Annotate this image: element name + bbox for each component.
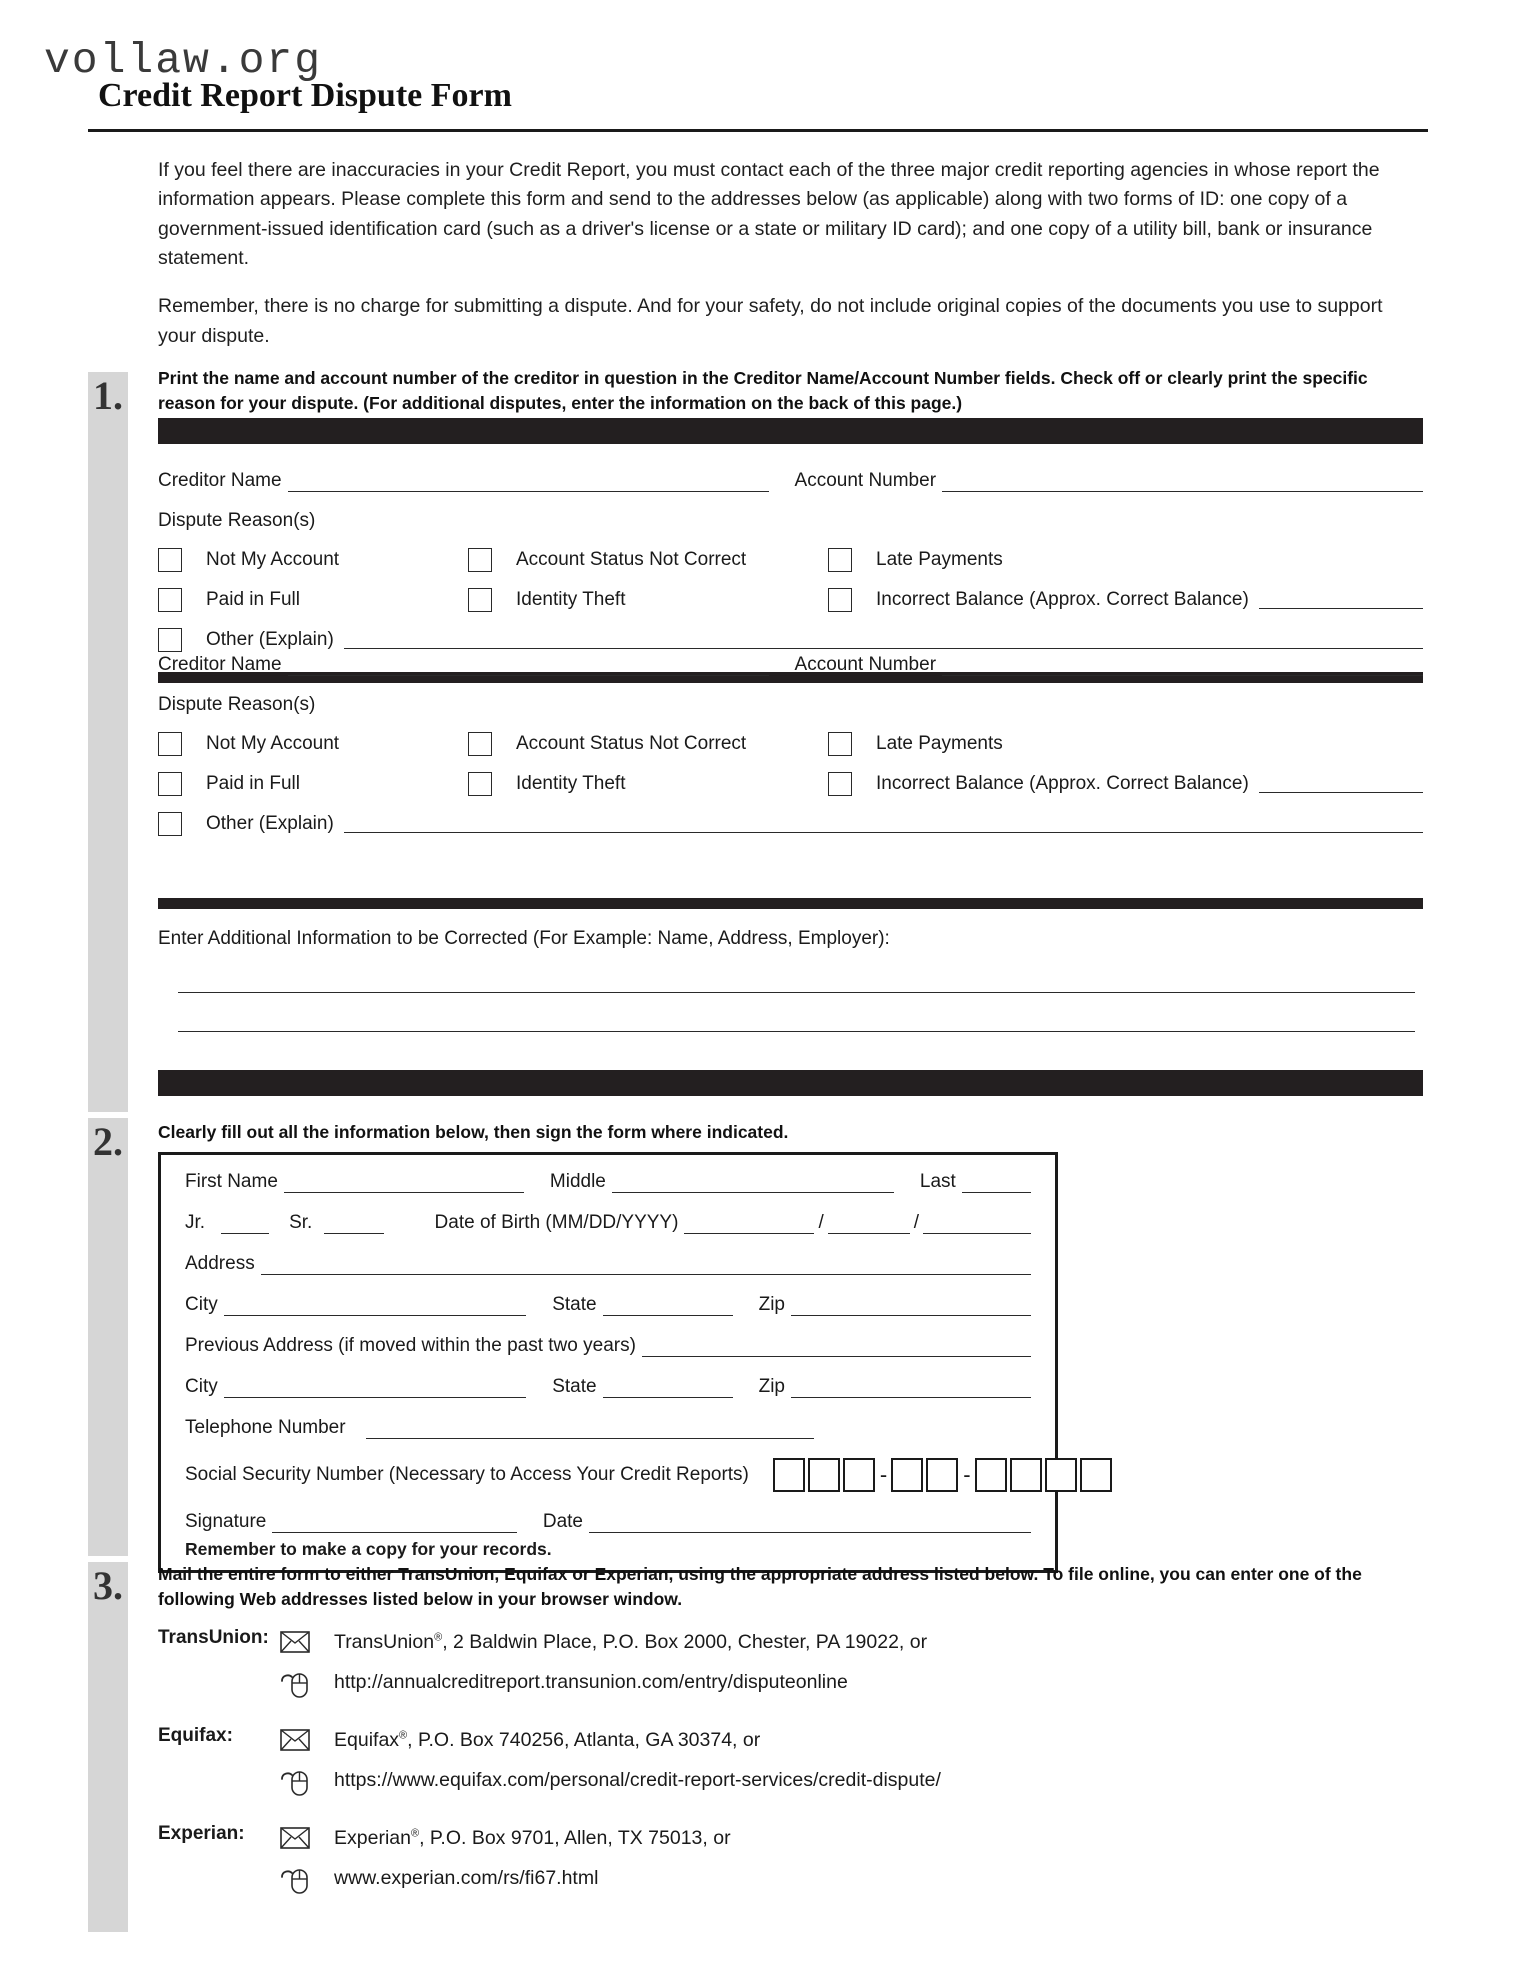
jr-label: Jr. <box>185 1212 206 1233</box>
label-identity-theft: Identity Theft <box>516 589 626 610</box>
ssn-label: Social Security Number (Necessary to Access Your Credit Reports) <box>185 1464 749 1485</box>
intro-text <box>158 156 1408 352</box>
checkbox-other-2[interactable] <box>158 812 182 836</box>
checkbox-not-my-account-2[interactable] <box>158 732 182 756</box>
label-other-2: Other (Explain) <box>206 813 334 834</box>
ssn-digit-1[interactable] <box>773 1458 805 1492</box>
label-incorrect-balance-2: Incorrect Balance (Approx. Correct Balance) <box>876 773 1249 794</box>
creditor-block-1 <box>158 470 1423 660</box>
creditor-name-row-2 <box>158 654 1423 676</box>
signature-label: Signature <box>185 1511 267 1532</box>
address-label: Address <box>185 1253 255 1274</box>
account-number-input-1[interactable] <box>942 475 1423 492</box>
name-row <box>185 1171 1031 1193</box>
envelope-icon <box>280 1827 334 1849</box>
agency-name-experian: Experian: <box>158 1823 245 1844</box>
header-divider <box>88 129 1428 132</box>
checkbox-account-status-not-correct-2[interactable] <box>468 732 492 756</box>
city-state-zip-row <box>185 1294 1031 1316</box>
sr-input[interactable] <box>324 1217 384 1234</box>
last-name-label: Last <box>919 1171 956 1192</box>
address-input[interactable] <box>261 1258 1031 1275</box>
zip-input[interactable] <box>791 1299 1031 1316</box>
dispute-reasons-label-2: Dispute Reason(s) <box>158 694 316 715</box>
checkbox-row-paid-in-full-2[interactable] <box>158 764 468 804</box>
ssn-digit-4[interactable] <box>891 1458 923 1492</box>
dispute-reasons-label-1: Dispute Reason(s) <box>158 510 316 531</box>
ssn-digit-8[interactable] <box>1045 1458 1077 1492</box>
dob-slash-1: / <box>818 1212 824 1233</box>
zip-label: Zip <box>758 1294 785 1315</box>
dispute-reason-grid-1 <box>158 540 1423 620</box>
address-row <box>185 1253 1031 1275</box>
ssn-digit-7[interactable] <box>1010 1458 1042 1492</box>
other-explain-input-1[interactable] <box>344 632 1423 649</box>
checkbox-account-status-not-correct-1[interactable] <box>468 548 492 572</box>
site-brand: vollaw.org <box>44 36 323 85</box>
ssn-digit-3[interactable] <box>843 1458 875 1492</box>
telephone-label: Telephone Number <box>185 1417 346 1438</box>
previous-city-label: City <box>185 1376 218 1397</box>
agency-url-experian[interactable]: www.experian.com/rs/fi67.html <box>334 1866 599 1889</box>
checkbox-late-payments-2[interactable] <box>828 732 852 756</box>
label-not-my-account-2: Not My Account <box>206 733 340 754</box>
previous-zip-input[interactable] <box>791 1381 1031 1398</box>
checkbox-row-other-2[interactable] <box>158 804 1423 844</box>
creditor-name-input-2[interactable] <box>288 659 769 676</box>
page-title: Credit Report Dispute Form <box>98 77 512 115</box>
previous-city-state-zip-row <box>185 1376 1031 1398</box>
label-incorrect-balance: Incorrect Balance (Approx. Correct Balance) <box>876 589 1249 610</box>
checkbox-row-late-payments-2[interactable] <box>828 724 1423 764</box>
other-explain-input-2[interactable] <box>344 816 1423 833</box>
sr-label: Sr. <box>289 1212 313 1233</box>
section-1-lower-bar <box>158 898 1423 909</box>
additional-info-section <box>158 928 1423 1032</box>
intro-paragraph-1: If you feel there are inaccuracies in your Credit Report, you must contact each of the three major credit reporting agencies in whose report the information appears. Please complete this form and send to the addresses below (as applicable) along with two forms of ID: one copy of a government-issued identification card (such as a driver's license or a state or military ID card); and one copy of a utility bill, bank or insurance statement. <box>158 158 1380 270</box>
dob-label: Date of Birth (MM/DD/YYYY) <box>434 1212 679 1233</box>
step-1-rail <box>88 372 128 1112</box>
step-2-number: 2. <box>93 1119 123 1164</box>
checkbox-other-1[interactable] <box>158 628 182 652</box>
last-name-input[interactable] <box>962 1176 1031 1193</box>
state-label: State <box>552 1294 597 1315</box>
agency-experian <box>158 1818 1423 1898</box>
ssn-digit-6[interactable] <box>975 1458 1007 1492</box>
section-1-bottom-bar <box>158 1070 1423 1096</box>
checkbox-identity-theft-2[interactable] <box>468 772 492 796</box>
step-3-rail <box>88 1562 128 1932</box>
agency-name-equifax: Equifax: <box>158 1725 233 1746</box>
mouse-icon <box>280 1763 334 1797</box>
creditor-name-label-2: Creditor Name <box>158 654 282 675</box>
account-number-label: Account Number <box>794 470 937 491</box>
checkbox-row-incorrect-balance-2[interactable] <box>828 764 1423 804</box>
signature-input[interactable] <box>272 1516 517 1533</box>
previous-address-input[interactable] <box>642 1340 1031 1357</box>
label-paid-in-full-2: Paid in Full <box>206 773 300 794</box>
ssn-digit-9[interactable] <box>1080 1458 1112 1492</box>
previous-zip-label: Zip <box>758 1376 785 1397</box>
copy-reminder: Remember to make a copy for your records. <box>185 1539 552 1559</box>
creditor-block-2 <box>158 654 1423 844</box>
additional-info-label: Enter Additional Information to be Corrected (For Example: Name, Address, Employer): <box>158 928 890 949</box>
mouse-icon <box>280 1861 334 1895</box>
telephone-row <box>185 1417 1031 1439</box>
label-account-status-not-correct-2: Account Status Not Correct <box>516 733 747 754</box>
checkbox-row-not-my-account-2[interactable] <box>158 724 468 764</box>
document-header <box>0 0 1518 132</box>
ssn-digit-2[interactable] <box>808 1458 840 1492</box>
dispute-reason-grid-2 <box>158 724 1423 804</box>
agency-mail-line-experian <box>280 1818 1423 1858</box>
agency-equifax <box>158 1720 1423 1800</box>
jr-input[interactable] <box>221 1217 269 1234</box>
checkbox-late-payments-1[interactable] <box>828 548 852 572</box>
previous-city-input[interactable] <box>224 1381 526 1398</box>
agency-list <box>158 1622 1423 1902</box>
step-1-instruction: Print the name and account number of the creditor in question in the Creditor Name/Account Number fields. Check off or clearly print the specific reason for your dispute. (For additional disputes, enter the information on the back of this page.) <box>158 368 1368 413</box>
label-paid-in-full: Paid in Full <box>206 589 300 610</box>
personal-info-box <box>158 1152 1058 1573</box>
account-number-label-2: Account Number <box>794 654 937 675</box>
checkbox-row-paid-in-full-1[interactable] <box>158 580 468 620</box>
ssn-digit-5[interactable] <box>926 1458 958 1492</box>
checkbox-incorrect-balance-1[interactable] <box>828 588 852 612</box>
intro-paragraph-2: Remember, there is no charge for submitting a dispute. And for your safety, do not include original copies of the documents you use to support your dispute. <box>158 295 1383 347</box>
telephone-input[interactable] <box>366 1422 814 1439</box>
checkbox-row-account-status-1[interactable] <box>468 540 828 580</box>
checkbox-row-incorrect-balance-1[interactable] <box>828 580 1423 620</box>
first-name-label: First Name <box>185 1171 278 1192</box>
signature-date-row <box>185 1511 1031 1533</box>
checkbox-paid-in-full-2[interactable] <box>158 772 182 796</box>
dob-day-input[interactable] <box>828 1217 910 1234</box>
dob-slash-2: / <box>913 1212 919 1233</box>
state-input[interactable] <box>603 1299 733 1316</box>
previous-address-row <box>185 1335 1031 1357</box>
dob-year-input[interactable] <box>923 1217 1031 1234</box>
label-other: Other (Explain) <box>206 629 334 650</box>
agency-url-equifax[interactable]: https://www.equifax.com/personal/credit-report-services/credit-dispute/ <box>334 1768 941 1791</box>
step-3-instruction: Mail the entire form to either TransUnion, Equifax or Experian, using the appropriate address listed below. To file online, you can enter one of the following Web addresses listed below in your browser window. <box>158 1564 1362 1609</box>
envelope-icon <box>280 1631 334 1653</box>
suffix-dob-row <box>185 1212 1031 1234</box>
creditor-name-row-1 <box>158 470 1423 492</box>
dob-month-input[interactable] <box>684 1217 814 1234</box>
ssn-row <box>185 1458 1031 1492</box>
agency-url-transunion[interactable]: http://annualcreditreport.transunion.com/entry/disputeonline <box>334 1670 848 1693</box>
section-1-top-bar <box>158 418 1423 444</box>
checkbox-not-my-account-1[interactable] <box>158 548 182 572</box>
ssn-separator-1: - <box>879 1462 888 1487</box>
middle-name-label: Middle <box>549 1171 606 1192</box>
checkbox-row-identity-theft-2[interactable] <box>468 764 828 804</box>
label-identity-theft-2: Identity Theft <box>516 773 626 794</box>
label-late-payments: Late Payments <box>876 549 1003 570</box>
label-not-my-account: Not My Account <box>206 549 340 570</box>
city-input[interactable] <box>224 1299 526 1316</box>
agency-address-equifax: Equifax®, P.O. Box 740256, Atlanta, GA 30374, or <box>334 1728 761 1751</box>
incorrect-balance-amount-input-1[interactable] <box>1259 592 1423 609</box>
label-late-payments-2: Late Payments <box>876 733 1003 754</box>
account-number-input-2[interactable] <box>942 659 1423 676</box>
checkbox-row-identity-theft-1[interactable] <box>468 580 828 620</box>
envelope-icon <box>280 1729 334 1751</box>
incorrect-balance-amount-input-2[interactable] <box>1259 776 1423 793</box>
middle-name-input[interactable] <box>612 1176 894 1193</box>
agency-address-transunion: TransUnion®, 2 Baldwin Place, P.O. Box 2000, Chester, PA 19022, or <box>334 1630 928 1653</box>
first-name-input[interactable] <box>284 1176 524 1193</box>
step-1-number: 1. <box>93 373 123 418</box>
checkbox-identity-theft-1[interactable] <box>468 588 492 612</box>
city-label: City <box>185 1294 218 1315</box>
agency-url-line-experian[interactable] <box>280 1858 1423 1898</box>
agency-mail-line-equifax <box>280 1720 1423 1760</box>
agency-mail-line-transunion <box>280 1622 1423 1662</box>
agency-url-line-equifax[interactable] <box>280 1760 1423 1800</box>
step-2-instruction: Clearly fill out all the information below, then sign the form where indicated. <box>158 1122 789 1142</box>
step-3-number: 3. <box>93 1563 123 1608</box>
additional-info-input-line-2[interactable] <box>178 1031 1415 1032</box>
ssn-separator-2: - <box>963 1462 971 1487</box>
checkbox-paid-in-full-1[interactable] <box>158 588 182 612</box>
previous-address-label: Previous Address (if moved within the past two years) <box>185 1335 636 1356</box>
checkbox-row-not-my-account-1[interactable] <box>158 540 468 580</box>
agency-url-line-transunion[interactable] <box>280 1662 1423 1702</box>
step-2-rail <box>88 1118 128 1556</box>
creditor-name-input-1[interactable] <box>288 475 769 492</box>
agency-address-experian: Experian®, P.O. Box 9701, Allen, TX 75013, or <box>334 1826 731 1849</box>
previous-state-label: State <box>552 1376 597 1397</box>
mouse-icon <box>280 1665 334 1699</box>
checkbox-incorrect-balance-2[interactable] <box>828 772 852 796</box>
checkbox-row-account-status-2[interactable] <box>468 724 828 764</box>
date-label: Date <box>542 1511 583 1532</box>
agency-transunion <box>158 1622 1423 1702</box>
previous-state-input[interactable] <box>603 1381 733 1398</box>
checkbox-row-late-payments-1[interactable] <box>828 540 1423 580</box>
creditor-name-label: Creditor Name <box>158 470 282 491</box>
label-account-status-not-correct: Account Status Not Correct <box>516 549 747 570</box>
ssn-boxes <box>773 1458 1115 1492</box>
agency-name-transunion: TransUnion: <box>158 1627 269 1648</box>
date-input[interactable] <box>589 1516 1031 1533</box>
